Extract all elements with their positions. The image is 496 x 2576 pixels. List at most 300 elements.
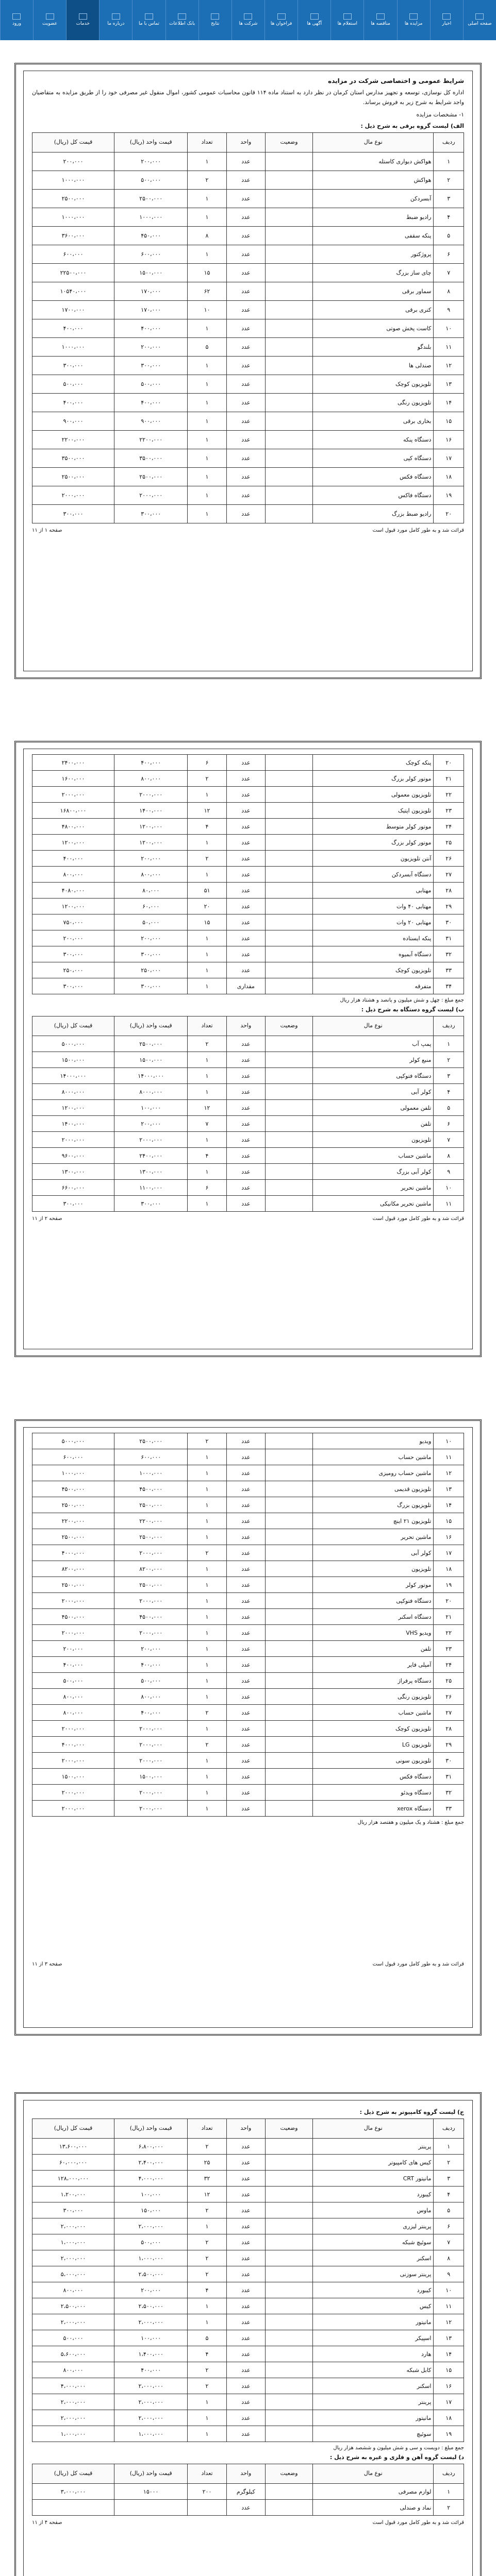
table-cell: متفرقه <box>313 978 434 994</box>
table-cell: ۱۲ <box>188 2187 226 2202</box>
table-cell: ۶ <box>434 245 464 263</box>
table-cell: ۴ <box>434 208 464 226</box>
table-row <box>32 1673 464 1689</box>
table-cell: ۴ <box>434 2187 464 2202</box>
table-cell: مهتابی ۴۰ وات <box>313 899 434 914</box>
table-cell: ۱ <box>188 1577 226 1593</box>
table-cell: کیبورد <box>313 2187 434 2202</box>
table-cell: ۲ <box>188 1705 226 1721</box>
page-footer <box>32 528 464 533</box>
table-cell <box>266 1609 313 1625</box>
table-cell: کابل شبکه <box>313 2362 434 2378</box>
devices-table <box>32 1016 464 1212</box>
table-cell: ۲۵ <box>434 835 464 851</box>
table-cell <box>266 1529 313 1545</box>
table-cell: ۱ <box>188 867 226 883</box>
table-cell: تلویزیون <box>313 1132 434 1148</box>
column-header: قیمت واحد (ریال) <box>114 2464 188 2484</box>
table-cell: عدد <box>226 1561 265 1577</box>
table-row <box>32 504 464 523</box>
table-cell <box>266 2202 313 2218</box>
table-row <box>32 1433 464 1449</box>
nav-item[interactable] <box>166 0 199 40</box>
table-cell <box>266 2394 313 2410</box>
table-cell: ۱۱ <box>434 1449 464 1465</box>
column-header: تعداد <box>188 1016 226 1036</box>
table-cell: ۵۰۰،۰۰۰ <box>32 375 114 393</box>
table-subtitle: ب) لیست گروه دستگاه به شرح ذیل : <box>361 1006 464 1013</box>
table-cell <box>266 1148 313 1164</box>
table-cell: پروژکتور <box>313 245 434 263</box>
column-header: وضعیت <box>266 132 313 152</box>
column-header: نوع مال <box>313 2464 434 2484</box>
nav-icon <box>376 13 385 20</box>
table-cell: هواکش دیواری کاستله <box>313 152 434 171</box>
table-cell: عدد <box>226 1036 265 1052</box>
table-cell: ۳۰۰،۰۰۰ <box>32 1196 114 1212</box>
table-cell: ۲۰ <box>434 755 464 771</box>
page-number: صفحه ۲ از ۱۱ <box>32 1216 62 1222</box>
page-number: صفحه ۴ از ۱۱ <box>32 2520 62 2526</box>
table-cell: ۱۰ <box>434 2282 464 2298</box>
table-cell: ۲۱ <box>434 1609 464 1625</box>
table-cell: تلفن <box>313 1116 434 1132</box>
nav-item-label: تماس با ما <box>139 21 159 27</box>
table-cell: ۱ <box>188 1609 226 1625</box>
table-subtitle: الف) لیست گروه برقی به شرح ذیل : <box>360 122 464 129</box>
table-cell: ۱ <box>188 430 226 449</box>
table-cell: ۲۰۰۰،۰۰۰ <box>32 1593 114 1609</box>
table-cell: عدد <box>226 1164 265 1180</box>
table-cell: ۲۰۰،۰۰۰ <box>114 1116 188 1132</box>
table-cell: ۶۲ <box>188 282 226 300</box>
table-cell: کولر آبی <box>313 1545 434 1561</box>
table-cell: ۲۰۰۰،۰۰۰ <box>114 1545 188 1561</box>
table-cell: عدد <box>226 1100 265 1116</box>
nav-item-label: خدمات <box>76 21 90 27</box>
table-cell: ماشین تحریر <box>313 1180 434 1196</box>
table-header-row <box>32 1016 464 1036</box>
table-cell: ۸۰۰،۰۰۰ <box>114 867 188 883</box>
table-cell: ۲۲۰۰،۰۰۰ <box>32 430 114 449</box>
table-cell: عدد <box>226 263 265 282</box>
table-cell: ۲۰۰۰،۰۰۰ <box>114 1132 188 1148</box>
table-cell: ۴۰۰،۰۰۰ <box>32 319 114 337</box>
nav-item[interactable] <box>199 0 232 40</box>
table-cell: ۵ <box>434 226 464 245</box>
table-cell <box>32 2500 114 2516</box>
table-cell: ۳۳ <box>434 962 464 978</box>
nav-item[interactable] <box>297 0 330 40</box>
table-cell: کولر آبی <box>313 1084 434 1100</box>
table-row <box>32 930 464 946</box>
table-cell: ۵۰۰،۰۰۰ <box>114 2234 188 2250</box>
table-cell <box>266 1052 313 1068</box>
table-cell: ۲۰۰۰،۰۰۰ <box>32 1753 114 1769</box>
column-header: واحد <box>226 2464 265 2484</box>
table-cell: ۲۰ <box>434 504 464 523</box>
table-cell <box>266 319 313 337</box>
table-cell: عدد <box>226 1785 265 1801</box>
table-cell: ۱۷۰۰،۰۰۰ <box>32 300 114 319</box>
table-cell <box>266 2346 313 2362</box>
table-cell: عدد <box>226 867 265 883</box>
table-cell: مانیتور <box>313 2314 434 2330</box>
table-cell: مهتابی ۲۰ وات <box>313 914 434 930</box>
table-cell: ۲۵۰۰،۰۰۰ <box>32 1577 114 1593</box>
table-cell: ۳۲ <box>434 1785 464 1801</box>
column-header: قیمت کل (ریال) <box>32 132 114 152</box>
table-cell: ۱۵ <box>188 914 226 930</box>
table-cell: ۱ <box>188 835 226 851</box>
column-header: واحد <box>226 2119 265 2139</box>
table-row <box>32 282 464 300</box>
table-cell <box>266 2410 313 2426</box>
table-cell: ۴۰۰،۰۰۰ <box>32 393 114 412</box>
table-cell <box>266 467 313 486</box>
table-cell: عدد <box>226 2394 265 2410</box>
table-row <box>32 1657 464 1673</box>
table-cell: عدد <box>226 430 265 449</box>
nav-item[interactable] <box>33 0 66 40</box>
table-cell: ۲۵۰۰،۰۰۰ <box>114 1497 188 1513</box>
table-cell <box>266 1449 313 1465</box>
table-cell <box>266 1641 313 1657</box>
page-footer <box>32 1216 464 1222</box>
table-cell: ۴ <box>188 2346 226 2362</box>
table-cell: ۱ <box>188 1657 226 1673</box>
table-cell: عدد <box>226 1769 265 1785</box>
table-cell: ۱ <box>188 412 226 430</box>
table-row <box>32 1052 464 1068</box>
table-cell: عدد <box>226 356 265 375</box>
nav-item[interactable] <box>99 0 132 40</box>
footer-acceptance: قرائت شد و به طور کامل مورد قبول است <box>372 1961 464 1967</box>
page-number: صفحه ۳ از ۱۱ <box>32 1961 62 1967</box>
nav-item[interactable] <box>232 0 264 40</box>
table-cell: کیس <box>313 2298 434 2314</box>
table-cell: ۲۷ <box>434 1705 464 1721</box>
table-cell: عدد <box>226 2500 265 2516</box>
table-row <box>32 1625 464 1641</box>
table-cell: عدد <box>226 152 265 171</box>
table-row <box>32 1513 464 1529</box>
table-cell: عدد <box>226 189 265 208</box>
table-cell <box>188 2500 226 2516</box>
table-subtitle-2: د) لیست گروه آهن و فلزی و غیره به شرح ذیل : <box>329 2454 464 2461</box>
table-cell: ۲۲۰۰،۰۰۰ <box>32 1513 114 1529</box>
table-cell: تلویزیون ۲۱ اینچ <box>313 1513 434 1529</box>
table-cell <box>266 1084 313 1100</box>
table-cell: ۱ <box>188 2410 226 2426</box>
table-cell: کیلوگرم <box>226 2484 265 2500</box>
table-row <box>32 1449 464 1465</box>
table-cell: ۶ <box>188 755 226 771</box>
table-cell: پنکه ایستاده <box>313 930 434 946</box>
table-cell: کولر آبی بزرگ <box>313 1164 434 1180</box>
table-cell: عدد <box>226 375 265 393</box>
table-cell: پرینتر <box>313 2139 434 2155</box>
table-cell: ۸۰۰۰،۰۰۰ <box>32 1084 114 1100</box>
table-header-row <box>32 2464 464 2484</box>
nav-icon <box>277 13 286 20</box>
table-cell: ماشین تحریر <box>313 1529 434 1545</box>
table-cell: ۱۲۰۰،۰۰۰ <box>32 899 114 914</box>
table-cell: ۲۰۰۰،۰۰۰ <box>114 787 188 803</box>
nav-item[interactable] <box>330 0 363 40</box>
table-cell: ۹ <box>434 1164 464 1180</box>
table-cell: ۲۹ <box>434 899 464 914</box>
table-cell: ۱ <box>188 2426 226 2442</box>
table-cell: ۸۲۰۰،۰۰۰ <box>32 1561 114 1577</box>
table-cell: ۲۰۰،۰۰۰ <box>114 337 188 356</box>
table-row <box>32 2171 464 2187</box>
table-cell: ۲۰۰،۰۰۰ <box>32 930 114 946</box>
table-cell: ۲،۵۰۰،۰۰۰ <box>114 2266 188 2282</box>
table-cell: ۲۵ <box>188 2155 226 2171</box>
table-row <box>32 1036 464 1052</box>
table-cell: عدد <box>226 1180 265 1196</box>
table-cell: ۱ <box>434 2139 464 2155</box>
nav-item-label: نتایج <box>211 21 220 27</box>
table-cell: ۵۰۰،۰۰۰ <box>114 171 188 189</box>
sum-text: جمع مبلغ : هشتاد و یک میلیون و هفتصد هزار ریال <box>357 1820 464 1825</box>
nav-item[interactable] <box>397 0 430 40</box>
table-cell: دستگاه پنکه <box>313 430 434 449</box>
table-cell: ۱۶ <box>434 430 464 449</box>
table-cell: عدد <box>226 1481 265 1497</box>
table-cell: ۲۰۰۰،۰۰۰ <box>114 1785 188 1801</box>
table-row <box>32 2155 464 2171</box>
table-cell: ۸ <box>434 282 464 300</box>
nav-icon <box>79 13 87 20</box>
table-cell: ۱،۲۰۰،۰۰۰ <box>32 2187 114 2202</box>
table-cell: موتور کولر بزرگ <box>313 771 434 787</box>
table-cell <box>266 1433 313 1449</box>
table-cell: عدد <box>226 2155 265 2171</box>
table-cell: ۲۰۰۰،۰۰۰ <box>114 1593 188 1609</box>
table-cell: ۱۶ <box>434 2378 464 2394</box>
table-cell: دستگاه اسکنر <box>313 1609 434 1625</box>
table-cell: عدد <box>226 337 265 356</box>
table-cell: ۵۰۰،۰۰۰ <box>114 1673 188 1689</box>
table-cell: تلویزیون LG <box>313 1737 434 1753</box>
table-cell: ۱ <box>188 2218 226 2234</box>
table-cell: تلویزیون معمولی <box>313 787 434 803</box>
table-cell: ۲۰۰،۰۰۰ <box>32 152 114 171</box>
table-cell: ۲۰۰۰،۰۰۰ <box>114 486 188 504</box>
items-table-continued <box>32 754 464 994</box>
table-cell: ۲۸ <box>434 1721 464 1737</box>
table-cell: بلندگو <box>313 337 434 356</box>
table-cell: دستگاه فکس <box>313 1769 434 1785</box>
nav-item-label: آگهی ها <box>307 21 322 27</box>
table-cell: ۱،۰۰۰،۰۰۰ <box>32 2426 114 2442</box>
table-cell: مهتابی <box>313 883 434 899</box>
table-row <box>32 1100 464 1116</box>
table-cell: ۶۰۰،۰۰۰ <box>114 245 188 263</box>
table-cell: ۲۶ <box>434 1689 464 1705</box>
table-row <box>32 2410 464 2426</box>
nav-item[interactable] <box>363 0 396 40</box>
table-cell: ۳۰۰،۰۰۰ <box>32 946 114 962</box>
table-cell: ۸۰۰،۰۰۰ <box>114 771 188 787</box>
table-cell <box>266 337 313 356</box>
table-cell: عدد <box>226 319 265 337</box>
table-cell: ۱۲۸،۰۰۰،۰۰۰ <box>32 2171 114 2187</box>
table-cell <box>266 803 313 819</box>
table-cell: ۳۰۰،۰۰۰ <box>32 978 114 994</box>
table-cell: عدد <box>226 393 265 412</box>
table-cell <box>266 1545 313 1561</box>
table-cell: ۱۴ <box>434 1497 464 1513</box>
table-cell: عدد <box>226 962 265 978</box>
table-cell: ۸۰۰،۰۰۰ <box>32 867 114 883</box>
table-cell: ۵،۶۰۰،۰۰۰ <box>32 2346 114 2362</box>
table-cell: ۲۰۰،۰۰۰ <box>114 152 188 171</box>
nav-icon <box>211 13 219 20</box>
nav-item-label: شرکت ها <box>239 21 258 27</box>
table-cell: ۱۳ <box>434 1481 464 1497</box>
table-cell: ۱ <box>434 152 464 171</box>
table-cell <box>266 946 313 962</box>
table-cell: ۱ <box>188 1481 226 1497</box>
table-cell <box>266 2500 313 2516</box>
table-cell: ۱۵ <box>188 263 226 282</box>
table-cell <box>266 2362 313 2378</box>
nav-item-label: صفحه اصلی <box>468 21 492 27</box>
table-cell: تلفن <box>313 1641 434 1657</box>
table-cell: ۲،۰۰۰،۰۰۰ <box>114 2394 188 2410</box>
table-cell <box>266 2155 313 2171</box>
table-cell: ۲ <box>188 1545 226 1561</box>
table-cell: ۲،۵۰۰،۰۰۰ <box>32 2298 114 2314</box>
table-row <box>32 2484 464 2500</box>
table-cell <box>266 2250 313 2266</box>
intro-paragraph: اداره کل نوسازی، توسعه و تجهیز مدارس استان کرمان در نظر دارد به استناد ماده ۱۱۴ قانون محاسبات عمومی کشور، اموال منقول غیر مصرفی خود را از طریق مزایده به متقاضیان واجد شرایط به شرح زیر به فروش برساند. <box>32 89 464 106</box>
table-cell: کاست پخش صوتی <box>313 319 434 337</box>
nav-item[interactable] <box>0 0 33 40</box>
nav-item-label: بانک اطلاعات <box>169 21 195 27</box>
table-row <box>32 2202 464 2218</box>
table-cell: عدد <box>226 504 265 523</box>
table-cell: ۸۰۰،۰۰۰ <box>114 1689 188 1705</box>
metal-table <box>32 2464 464 2516</box>
table-cell: ۱ <box>188 486 226 504</box>
table-cell: ۲۵۰۰،۰۰۰ <box>32 467 114 486</box>
nav-icon <box>310 13 319 20</box>
table-cell: ۲۷ <box>434 867 464 883</box>
nav-item[interactable] <box>132 0 165 40</box>
nav-item[interactable] <box>66 0 99 40</box>
table-cell: ۴ <box>188 2282 226 2298</box>
table-cell: ۱۲۰۰،۰۰۰ <box>114 835 188 851</box>
table-row <box>32 171 464 189</box>
table-cell: ۲،۴۰۰،۰۰۰ <box>114 2155 188 2171</box>
document-page-2 <box>14 741 482 1357</box>
table-cell: ۴۰۰،۰۰۰ <box>114 755 188 771</box>
table-row <box>32 2266 464 2282</box>
table-cell: ۱ <box>188 930 226 946</box>
table-cell: ۲۴ <box>434 1657 464 1673</box>
table-cell: ۱۴ <box>434 2346 464 2362</box>
column-header: قیمت کل (ریال) <box>32 2464 114 2484</box>
table-cell: اسپیکر <box>313 2330 434 2346</box>
table-cell: دستگاه کپی <box>313 449 434 467</box>
table-row <box>32 467 464 486</box>
table-row <box>32 1068 464 1084</box>
table-cell: ۲۴ <box>434 819 464 835</box>
table-cell: ۴۵۰،۰۰۰ <box>114 226 188 245</box>
table-cell: عدد <box>226 1116 265 1132</box>
table-row <box>32 2500 464 2516</box>
table-cell <box>266 930 313 946</box>
table-cell <box>266 430 313 449</box>
table-cell: ۱۰ <box>434 1433 464 1449</box>
table-cell <box>266 2139 313 2155</box>
table-cell: ۴۸۰۰،۰۰۰ <box>32 819 114 835</box>
table-cell: ۲،۰۰۰،۰۰۰ <box>114 2218 188 2234</box>
table-cell: ۱ <box>188 1769 226 1785</box>
table-cell: ۱۵۰۰،۰۰۰ <box>32 1769 114 1785</box>
nav-item[interactable] <box>264 0 297 40</box>
table-cell: عدد <box>226 2250 265 2266</box>
table-cell: پرینتر لیزری <box>313 2218 434 2234</box>
table-cell: عدد <box>226 787 265 803</box>
table-cell: ۱۳۰۰،۰۰۰ <box>32 1164 114 1180</box>
table-cell: ۲۰۰ <box>188 2484 226 2500</box>
table-cell: ۱۰۰۰،۰۰۰ <box>32 337 114 356</box>
column-header: تعداد <box>188 2119 226 2139</box>
table-cell: ۱۶۸۰۰،۰۰۰ <box>32 803 114 819</box>
table-cell: ۳۰۰،۰۰۰ <box>114 1196 188 1212</box>
table-cell: عدد <box>226 2218 265 2234</box>
table-cell: چای ساز بزرگ <box>313 263 434 282</box>
table-cell <box>266 1180 313 1196</box>
table-cell: عدد <box>226 1737 265 1753</box>
table-cell: ۱ <box>188 1132 226 1148</box>
column-header: واحد <box>226 1016 265 1036</box>
table-cell: عدد <box>226 449 265 467</box>
table-cell: ۱۷۰،۰۰۰ <box>114 300 188 319</box>
table-cell: ۱،۴۰۰،۰۰۰ <box>114 2346 188 2362</box>
table-cell: ۲۰۰۰،۰۰۰ <box>32 1132 114 1148</box>
nav-item[interactable] <box>430 0 463 40</box>
table-row <box>32 803 464 819</box>
table-cell: ۶ <box>434 1116 464 1132</box>
table-cell: ۱ <box>188 1052 226 1068</box>
table-cell: ۴۰۰،۰۰۰ <box>114 1657 188 1673</box>
table-cell: ۷۵۰،۰۰۰ <box>32 914 114 930</box>
table-cell: ۱۳ <box>434 2330 464 2346</box>
table-cell <box>266 1721 313 1737</box>
table-cell: عدد <box>226 803 265 819</box>
sum-text: جمع مبلغ : چهل و شش میلیون و پانصد و هشتاد هزار ریال <box>340 997 464 1003</box>
table-cell: پنکه سقفی <box>313 226 434 245</box>
nav-item[interactable] <box>463 0 496 40</box>
table-row <box>32 152 464 171</box>
table-cell: ۲،۰۰۰،۰۰۰ <box>32 2250 114 2266</box>
table-cell <box>266 1769 313 1785</box>
table-cell: عدد <box>226 1052 265 1068</box>
table-cell: تلویزیون کوچک <box>313 375 434 393</box>
table-cell: ۳۶۰۰،۰۰۰ <box>32 226 114 245</box>
table-cell: ۱۰۰۰،۰۰۰ <box>32 1465 114 1481</box>
table-cell <box>266 1465 313 1481</box>
items-table <box>32 132 464 523</box>
table-cell: ۱۰ <box>434 319 464 337</box>
table-cell: ۹ <box>434 300 464 319</box>
